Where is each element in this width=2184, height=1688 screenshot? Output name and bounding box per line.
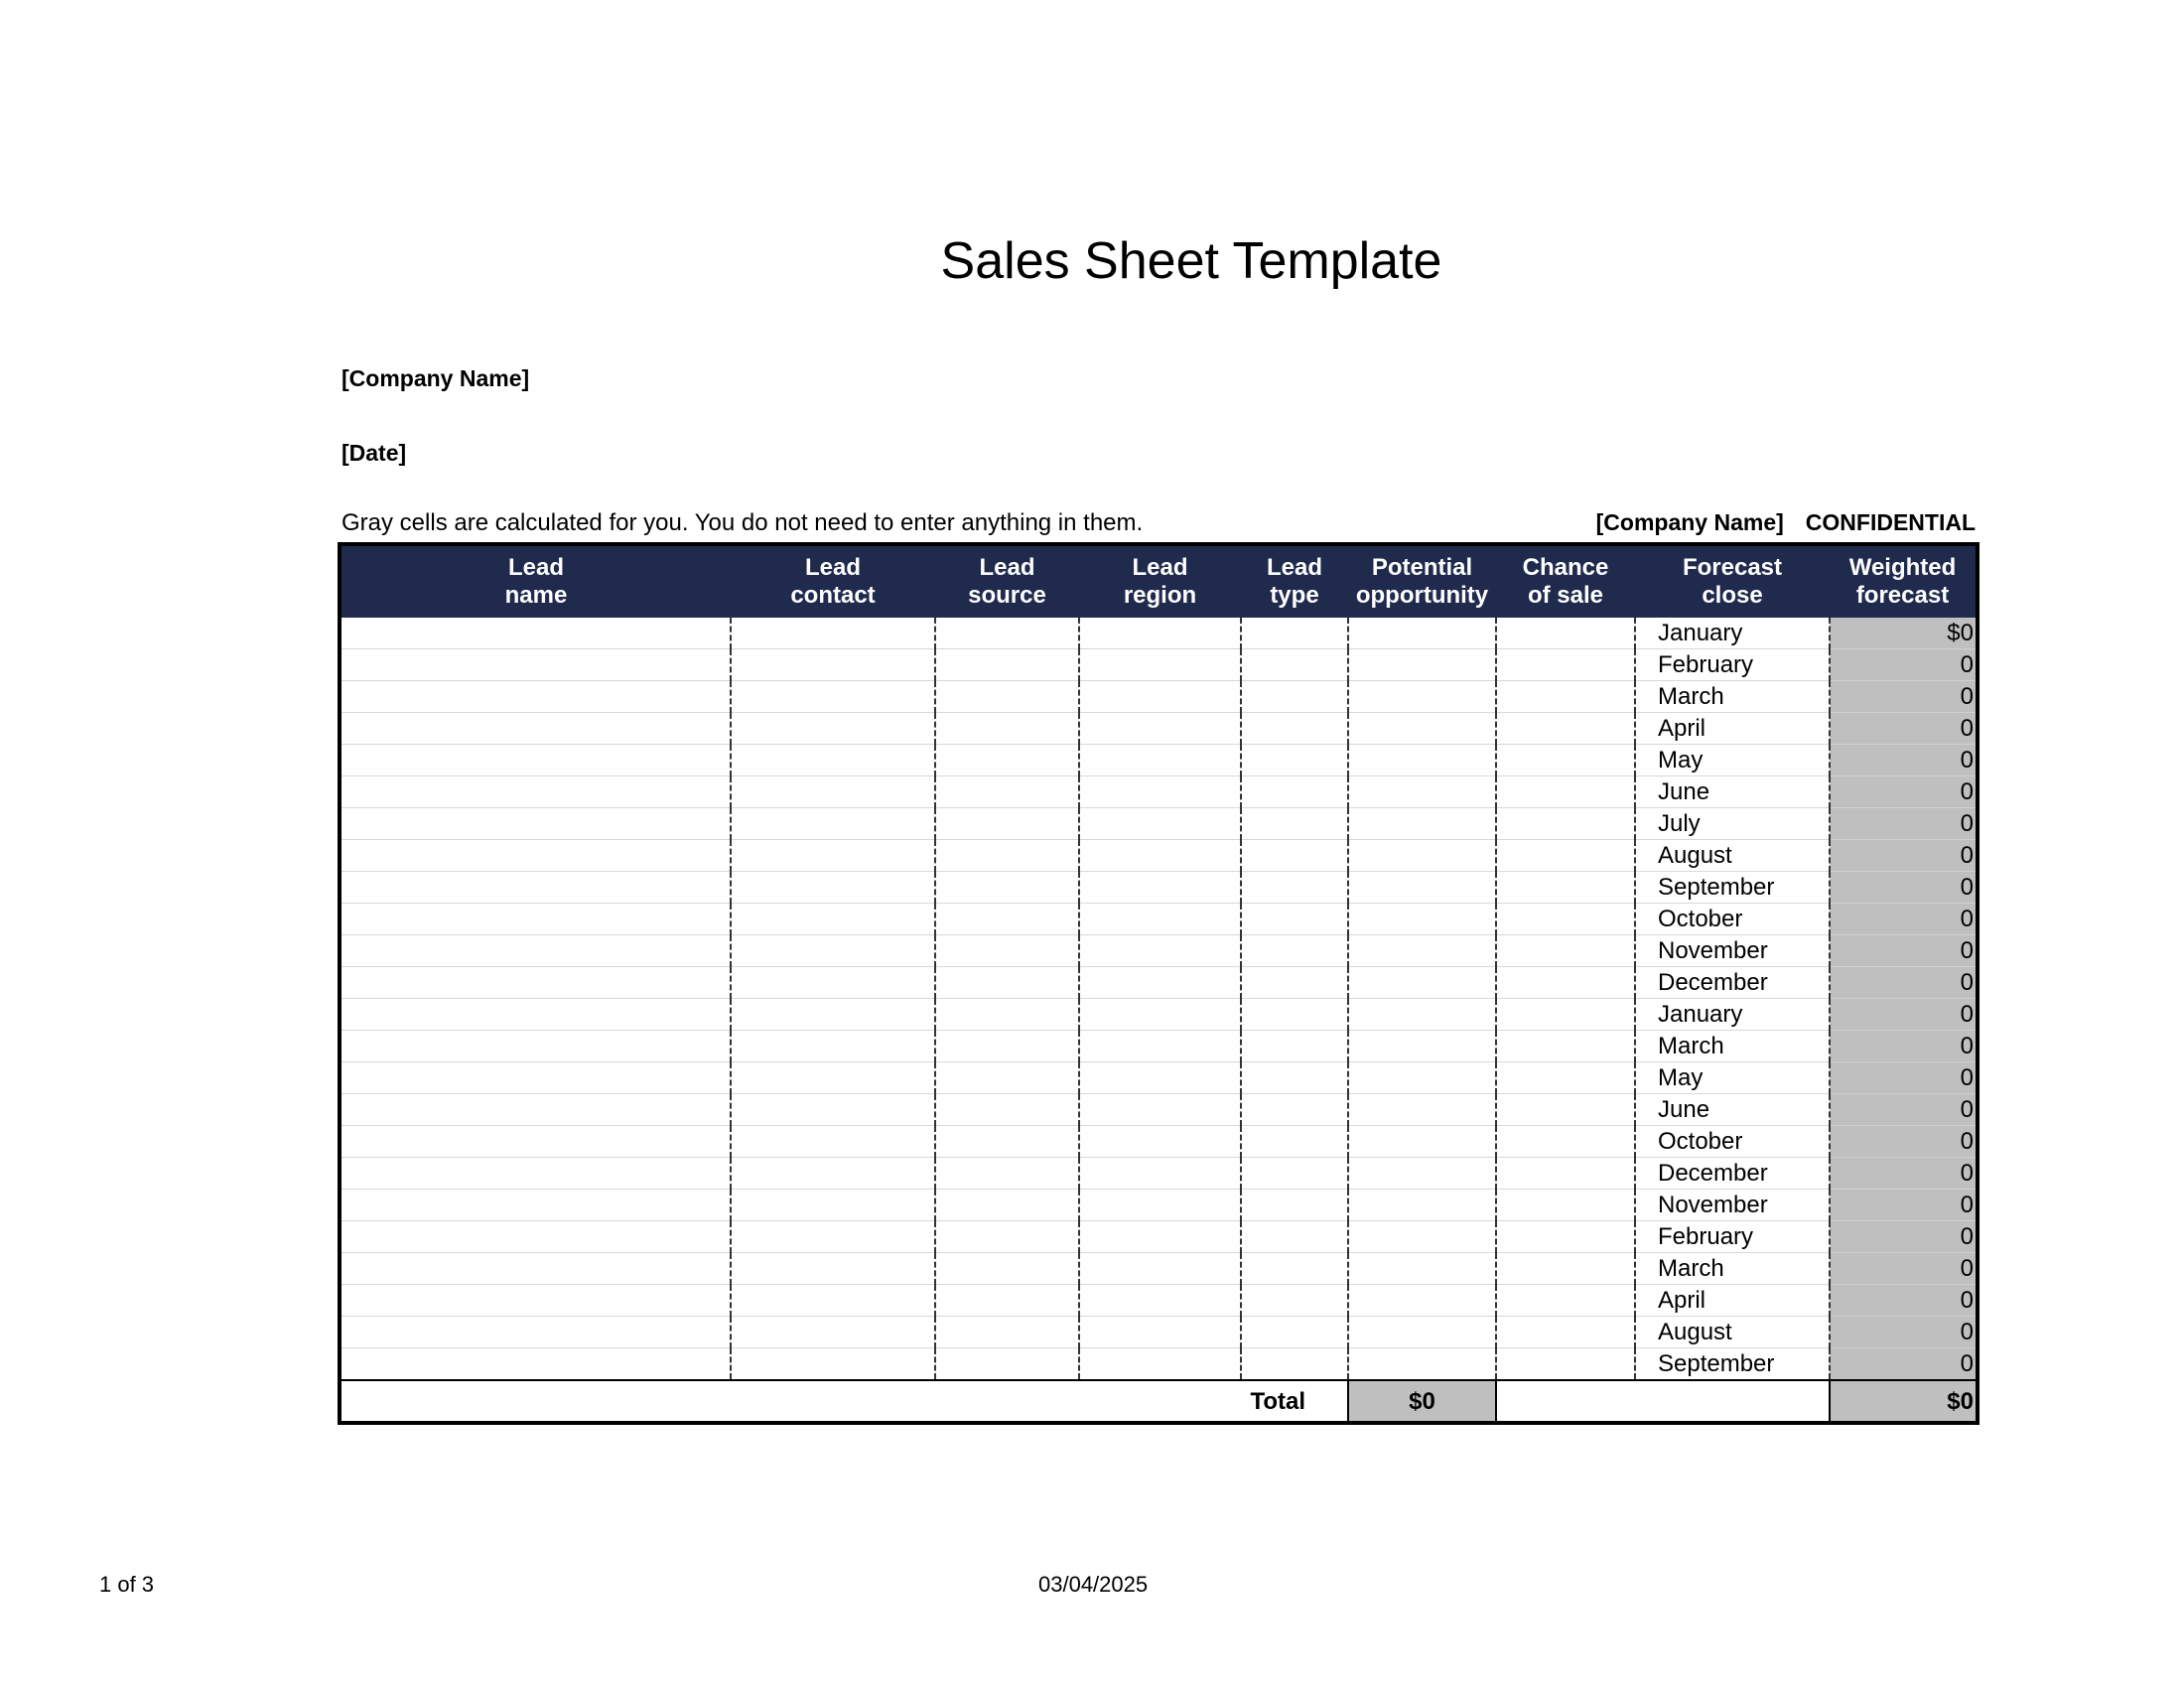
cell-lead-source[interactable]: [935, 999, 1079, 1031]
cell-lead-type[interactable]: [1241, 967, 1348, 999]
cell-potential-opportunity[interactable]: [1348, 967, 1496, 999]
table-row: [340, 1348, 1978, 1381]
cell-chance-of-sale[interactable]: [1496, 999, 1635, 1031]
header-line: region: [1123, 582, 1197, 609]
table-row: [340, 1094, 1978, 1126]
cell-forecast-close[interactable]: August: [1635, 840, 1830, 872]
cell-forecast-close[interactable]: April: [1635, 713, 1830, 745]
cell-lead-region[interactable]: [1079, 649, 1241, 681]
cell-forecast-close[interactable]: March: [1635, 1253, 1830, 1285]
header-forecast-close: [1635, 544, 1830, 618]
cell-chance-of-sale[interactable]: [1496, 808, 1635, 840]
cell-forecast-close[interactable]: December: [1635, 967, 1830, 999]
header-line: contact: [790, 582, 876, 609]
table-row: [340, 1031, 1978, 1062]
cell-potential-opportunity[interactable]: [1348, 649, 1496, 681]
cell-weighted-forecast: 0: [1830, 1317, 1978, 1348]
cell-lead-contact[interactable]: [731, 904, 935, 935]
cell-weighted-forecast: 0: [1830, 904, 1978, 935]
table-body: [340, 618, 1978, 1380]
header-line: Lead: [1266, 554, 1322, 581]
cell-lead-type[interactable]: [1241, 1253, 1348, 1285]
cell-weighted-forecast: 0: [1830, 967, 1978, 999]
cell-lead-contact[interactable]: [731, 681, 935, 713]
cell-lead-type[interactable]: [1241, 935, 1348, 967]
cell-lead-type[interactable]: [1241, 649, 1348, 681]
cell-lead-region[interactable]: [1079, 904, 1241, 935]
cell-lead-source[interactable]: [935, 649, 1079, 681]
cell-forecast-close[interactable]: November: [1635, 1190, 1830, 1221]
confidential-company: [Company Name]: [1595, 509, 1784, 535]
cell-forecast-close[interactable]: April: [1635, 1285, 1830, 1317]
cell-weighted-forecast: 0: [1830, 713, 1978, 745]
header-lead-type: [1241, 544, 1348, 618]
cell-chance-of-sale[interactable]: [1496, 967, 1635, 999]
cell-lead-region[interactable]: [1079, 745, 1241, 776]
cell-chance-of-sale[interactable]: [1496, 1031, 1635, 1062]
cell-lead-name[interactable]: [340, 713, 731, 745]
cell-lead-name[interactable]: [340, 1253, 731, 1285]
cell-forecast-close[interactable]: February: [1635, 649, 1830, 681]
table-row: [340, 1126, 1978, 1158]
cell-weighted-forecast: 0: [1830, 999, 1978, 1031]
instruction-note: Gray cells are calculated for you. You do not need to enter anything in them.: [341, 509, 1144, 536]
cell-lead-contact[interactable]: [731, 1094, 935, 1126]
cell-potential-opportunity[interactable]: [1348, 745, 1496, 776]
cell-lead-contact[interactable]: [731, 872, 935, 904]
cell-lead-name[interactable]: [340, 935, 731, 967]
page-number: 1 of 3: [99, 1572, 155, 1597]
cell-lead-contact[interactable]: [731, 1253, 935, 1285]
table-row: [340, 808, 1978, 840]
header-line: Weighted: [1848, 554, 1957, 581]
cell-potential-opportunity[interactable]: [1348, 1348, 1496, 1381]
table-row: [340, 967, 1978, 999]
cell-lead-name[interactable]: [340, 1221, 731, 1253]
header-chance-of-sale: [1496, 544, 1635, 618]
header-line: Lead: [979, 554, 1035, 581]
header-line: Chance: [1522, 554, 1609, 581]
cell-lead-type[interactable]: [1241, 745, 1348, 776]
table-row: [340, 745, 1978, 776]
cell-lead-source[interactable]: [935, 1348, 1079, 1381]
cell-potential-opportunity[interactable]: [1348, 1253, 1496, 1285]
cell-lead-name[interactable]: [340, 904, 731, 935]
cell-lead-name[interactable]: [340, 1094, 731, 1126]
cell-chance-of-sale[interactable]: [1496, 1253, 1635, 1285]
cell-lead-contact[interactable]: [731, 618, 935, 649]
cell-lead-name[interactable]: [340, 808, 731, 840]
cell-lead-region[interactable]: [1079, 1094, 1241, 1126]
cell-chance-of-sale[interactable]: [1496, 872, 1635, 904]
header-lead-name: [340, 544, 731, 618]
cell-lead-source[interactable]: [935, 745, 1079, 776]
cell-lead-name[interactable]: [340, 681, 731, 713]
cell-lead-region[interactable]: [1079, 1190, 1241, 1221]
cell-lead-name[interactable]: [340, 1348, 731, 1381]
header-line: Lead: [804, 554, 861, 581]
table-row: [340, 1158, 1978, 1190]
cell-weighted-forecast: $0: [1830, 618, 1978, 649]
cell-forecast-close[interactable]: June: [1635, 1094, 1830, 1126]
cell-lead-source[interactable]: [935, 808, 1079, 840]
cell-chance-of-sale[interactable]: [1496, 1221, 1635, 1253]
cell-potential-opportunity[interactable]: [1348, 1221, 1496, 1253]
cell-potential-opportunity[interactable]: [1348, 618, 1496, 649]
table-row: [340, 1190, 1978, 1221]
cell-potential-opportunity[interactable]: [1348, 1031, 1496, 1062]
cell-chance-of-sale[interactable]: [1496, 1158, 1635, 1190]
cell-lead-source[interactable]: [935, 1126, 1079, 1158]
cell-lead-source[interactable]: [935, 840, 1079, 872]
cell-forecast-close[interactable]: March: [1635, 1031, 1830, 1062]
cell-lead-contact[interactable]: [731, 935, 935, 967]
cell-lead-contact[interactable]: [731, 1062, 935, 1094]
cell-potential-opportunity[interactable]: [1348, 872, 1496, 904]
cell-lead-source[interactable]: [935, 1062, 1079, 1094]
cell-weighted-forecast: 0: [1830, 681, 1978, 713]
cell-lead-contact[interactable]: [731, 808, 935, 840]
cell-forecast-close[interactable]: October: [1635, 904, 1830, 935]
cell-lead-name[interactable]: [340, 1062, 731, 1094]
cell-lead-contact[interactable]: [731, 776, 935, 808]
cell-weighted-forecast: 0: [1830, 1126, 1978, 1158]
cell-lead-source[interactable]: [935, 1253, 1079, 1285]
cell-lead-region[interactable]: [1079, 1317, 1241, 1348]
cell-lead-region[interactable]: [1079, 1031, 1241, 1062]
cell-weighted-forecast: 0: [1830, 649, 1978, 681]
table-row: [340, 1285, 1978, 1317]
cell-chance-of-sale[interactable]: [1496, 618, 1635, 649]
cell-weighted-forecast: 0: [1830, 1285, 1978, 1317]
header-line: Lead: [1132, 554, 1188, 581]
cell-lead-name[interactable]: [340, 999, 731, 1031]
table-row: [340, 999, 1978, 1031]
confidential-header: [1596, 509, 1976, 536]
cell-lead-name[interactable]: [340, 1317, 731, 1348]
cell-lead-region[interactable]: [1079, 681, 1241, 713]
cell-lead-type[interactable]: [1241, 713, 1348, 745]
total-row: [340, 1380, 1978, 1423]
cell-lead-source[interactable]: [935, 776, 1079, 808]
cell-lead-name[interactable]: [340, 1285, 731, 1317]
total-potential-opportunity: $0: [1348, 1380, 1496, 1423]
cell-lead-source[interactable]: [935, 904, 1079, 935]
cell-lead-source[interactable]: [935, 1158, 1079, 1190]
cell-lead-contact[interactable]: [731, 1190, 935, 1221]
cell-lead-type[interactable]: [1241, 1190, 1348, 1221]
header-line: opportunity: [1355, 582, 1489, 609]
cell-lead-region[interactable]: [1079, 1062, 1241, 1094]
cell-chance-of-sale[interactable]: [1496, 1348, 1635, 1381]
cell-lead-name[interactable]: [340, 649, 731, 681]
header-line: Lead: [507, 554, 564, 581]
cell-forecast-close[interactable]: June: [1635, 776, 1830, 808]
cell-forecast-close[interactable]: September: [1635, 872, 1830, 904]
cell-lead-name[interactable]: [340, 872, 731, 904]
cell-lead-contact[interactable]: [731, 713, 935, 745]
cell-lead-name[interactable]: [340, 618, 731, 649]
table-row: [340, 776, 1978, 808]
total-label: Total: [340, 1380, 1348, 1423]
header-line: type: [1270, 582, 1319, 609]
cell-lead-contact[interactable]: [731, 1158, 935, 1190]
cell-lead-type[interactable]: [1241, 1317, 1348, 1348]
cell-potential-opportunity[interactable]: [1348, 1126, 1496, 1158]
cell-potential-opportunity[interactable]: [1348, 1317, 1496, 1348]
cell-chance-of-sale[interactable]: [1496, 1317, 1635, 1348]
cell-lead-type[interactable]: [1241, 1348, 1348, 1381]
header-line: Potential: [1371, 554, 1473, 581]
cell-lead-name[interactable]: [340, 745, 731, 776]
cell-chance-of-sale[interactable]: [1496, 745, 1635, 776]
header-line: of sale: [1527, 582, 1604, 609]
cell-lead-region[interactable]: [1079, 1126, 1241, 1158]
cell-lead-region[interactable]: [1079, 618, 1241, 649]
cell-lead-name[interactable]: [340, 840, 731, 872]
table-row: [340, 935, 1978, 967]
cell-lead-region[interactable]: [1079, 808, 1241, 840]
cell-lead-region[interactable]: [1079, 967, 1241, 999]
cell-forecast-close[interactable]: December: [1635, 1158, 1830, 1190]
table-row: [340, 1253, 1978, 1285]
cell-lead-type[interactable]: [1241, 904, 1348, 935]
header-weighted-forecast: [1830, 544, 1978, 618]
cell-lead-region[interactable]: [1079, 1285, 1241, 1317]
header-line: name: [504, 582, 568, 609]
cell-potential-opportunity[interactable]: [1348, 681, 1496, 713]
cell-lead-name[interactable]: [340, 1190, 731, 1221]
cell-chance-of-sale[interactable]: [1496, 681, 1635, 713]
cell-lead-type[interactable]: [1241, 1285, 1348, 1317]
table-row: [340, 1221, 1978, 1253]
cell-lead-source[interactable]: [935, 1094, 1079, 1126]
cell-lead-region[interactable]: [1079, 1158, 1241, 1190]
cell-lead-type[interactable]: [1241, 776, 1348, 808]
cell-forecast-close[interactable]: October: [1635, 1126, 1830, 1158]
cell-lead-type[interactable]: [1241, 872, 1348, 904]
cell-chance-of-sale[interactable]: [1496, 935, 1635, 967]
cell-forecast-close[interactable]: January: [1635, 999, 1830, 1031]
cell-lead-contact[interactable]: [731, 649, 935, 681]
cell-lead-type[interactable]: [1241, 1031, 1348, 1062]
cell-forecast-close[interactable]: May: [1635, 745, 1830, 776]
cell-lead-type[interactable]: [1241, 840, 1348, 872]
cell-weighted-forecast: 0: [1830, 1031, 1978, 1062]
cell-lead-contact[interactable]: [731, 999, 935, 1031]
cell-lead-type[interactable]: [1241, 999, 1348, 1031]
cell-lead-type[interactable]: [1241, 1094, 1348, 1126]
cell-weighted-forecast: 0: [1830, 1253, 1978, 1285]
header-lead-contact: [731, 544, 935, 618]
cell-potential-opportunity[interactable]: [1348, 713, 1496, 745]
cell-lead-type[interactable]: [1241, 1221, 1348, 1253]
cell-potential-opportunity[interactable]: [1348, 1158, 1496, 1190]
cell-forecast-close[interactable]: August: [1635, 1317, 1830, 1348]
cell-lead-name[interactable]: [340, 1126, 731, 1158]
cell-lead-type[interactable]: [1241, 1126, 1348, 1158]
cell-potential-opportunity[interactable]: [1348, 935, 1496, 967]
cell-lead-source[interactable]: [935, 713, 1079, 745]
cell-weighted-forecast: 0: [1830, 1348, 1978, 1381]
cell-weighted-forecast: 0: [1830, 776, 1978, 808]
cell-chance-of-sale[interactable]: [1496, 1190, 1635, 1221]
cell-lead-region[interactable]: [1079, 999, 1241, 1031]
cell-potential-opportunity[interactable]: [1348, 840, 1496, 872]
cell-lead-source[interactable]: [935, 1031, 1079, 1062]
cell-lead-region[interactable]: [1079, 1348, 1241, 1381]
cell-chance-of-sale[interactable]: [1496, 1126, 1635, 1158]
cell-forecast-close[interactable]: March: [1635, 681, 1830, 713]
cell-chance-of-sale[interactable]: [1496, 904, 1635, 935]
cell-weighted-forecast: 0: [1830, 1062, 1978, 1094]
cell-weighted-forecast: 0: [1830, 840, 1978, 872]
cell-lead-contact[interactable]: [731, 1126, 935, 1158]
cell-lead-source[interactable]: [935, 872, 1079, 904]
cell-lead-name[interactable]: [340, 1158, 731, 1190]
header-line: forecast: [1855, 582, 1950, 609]
cell-lead-type[interactable]: [1241, 681, 1348, 713]
cell-potential-opportunity[interactable]: [1348, 1094, 1496, 1126]
cell-lead-region[interactable]: [1079, 840, 1241, 872]
table-row: [340, 649, 1978, 681]
cell-forecast-close[interactable]: February: [1635, 1221, 1830, 1253]
cell-potential-opportunity[interactable]: [1348, 808, 1496, 840]
table-row: [340, 904, 1978, 935]
cell-lead-region[interactable]: [1079, 776, 1241, 808]
cell-lead-contact[interactable]: [731, 1031, 935, 1062]
date-field[interactable]: [Date]: [341, 440, 407, 466]
cell-chance-of-sale[interactable]: [1496, 1062, 1635, 1094]
company-name[interactable]: [Company Name]: [341, 365, 530, 391]
cell-lead-source[interactable]: [935, 1221, 1079, 1253]
cell-lead-source[interactable]: [935, 1285, 1079, 1317]
cell-weighted-forecast: 0: [1830, 935, 1978, 967]
cell-lead-contact[interactable]: [731, 967, 935, 999]
cell-forecast-close[interactable]: September: [1635, 1348, 1830, 1381]
cell-lead-type[interactable]: [1241, 618, 1348, 649]
cell-chance-of-sale[interactable]: [1496, 1094, 1635, 1126]
cell-lead-region[interactable]: [1079, 872, 1241, 904]
cell-lead-source[interactable]: [935, 681, 1079, 713]
cell-weighted-forecast: 0: [1830, 808, 1978, 840]
cell-weighted-forecast: 0: [1830, 1094, 1978, 1126]
cell-lead-type[interactable]: [1241, 1062, 1348, 1094]
cell-lead-type[interactable]: [1241, 808, 1348, 840]
cell-chance-of-sale[interactable]: [1496, 776, 1635, 808]
cell-lead-region[interactable]: [1079, 1221, 1241, 1253]
cell-chance-of-sale[interactable]: [1496, 1285, 1635, 1317]
cell-lead-contact[interactable]: [731, 1285, 935, 1317]
total-weighted-forecast: $0: [1830, 1380, 1978, 1423]
cell-potential-opportunity[interactable]: [1348, 999, 1496, 1031]
header-line: close: [1702, 582, 1763, 609]
cell-lead-name[interactable]: [340, 1031, 731, 1062]
cell-lead-region[interactable]: [1079, 935, 1241, 967]
cell-potential-opportunity[interactable]: [1348, 776, 1496, 808]
cell-lead-contact[interactable]: [731, 1348, 935, 1381]
cell-lead-name[interactable]: [340, 967, 731, 999]
cell-lead-source[interactable]: [935, 618, 1079, 649]
header-line: source: [968, 582, 1046, 609]
cell-weighted-forecast: 0: [1830, 745, 1978, 776]
cell-lead-contact[interactable]: [731, 1317, 935, 1348]
cell-lead-contact[interactable]: [731, 745, 935, 776]
cell-lead-source[interactable]: [935, 1317, 1079, 1348]
cell-lead-region[interactable]: [1079, 1253, 1241, 1285]
header-lead-source: [935, 544, 1079, 618]
header-lead-region: [1079, 544, 1241, 618]
table-row: [340, 1062, 1978, 1094]
cell-forecast-close[interactable]: November: [1635, 935, 1830, 967]
cell-weighted-forecast: 0: [1830, 1190, 1978, 1221]
cell-potential-opportunity[interactable]: [1348, 1190, 1496, 1221]
header-potential-opportunity: [1348, 544, 1496, 618]
table-row: [340, 618, 1978, 649]
cell-lead-source[interactable]: [935, 1190, 1079, 1221]
total-blank: [1496, 1380, 1830, 1423]
cell-lead-contact[interactable]: [731, 1221, 935, 1253]
cell-forecast-close[interactable]: July: [1635, 808, 1830, 840]
cell-chance-of-sale[interactable]: [1496, 649, 1635, 681]
footer-date: 03/04/2025: [1038, 1572, 1149, 1597]
cell-weighted-forecast: 0: [1830, 1158, 1978, 1190]
cell-chance-of-sale[interactable]: [1496, 713, 1635, 745]
table-row: [340, 840, 1978, 872]
page-title: Sales Sheet Template: [940, 232, 1442, 290]
cell-chance-of-sale[interactable]: [1496, 840, 1635, 872]
cell-lead-contact[interactable]: [731, 840, 935, 872]
cell-potential-opportunity[interactable]: [1348, 1062, 1496, 1094]
table-row: [340, 681, 1978, 713]
cell-lead-type[interactable]: [1241, 1158, 1348, 1190]
table-header-row: [340, 544, 1978, 618]
cell-lead-name[interactable]: [340, 776, 731, 808]
cell-weighted-forecast: 0: [1830, 872, 1978, 904]
table-row: [340, 872, 1978, 904]
cell-forecast-close[interactable]: May: [1635, 1062, 1830, 1094]
header-line: Forecast: [1682, 554, 1783, 581]
cell-potential-opportunity[interactable]: [1348, 1285, 1496, 1317]
cell-lead-source[interactable]: [935, 935, 1079, 967]
table-row: [340, 1317, 1978, 1348]
table-row: [340, 713, 1978, 745]
sales-table: [338, 542, 1979, 1425]
confidential-label: CONFIDENTIAL: [1805, 509, 1976, 535]
cell-forecast-close[interactable]: January: [1635, 618, 1830, 649]
cell-lead-region[interactable]: [1079, 713, 1241, 745]
cell-weighted-forecast: 0: [1830, 1221, 1978, 1253]
cell-potential-opportunity[interactable]: [1348, 904, 1496, 935]
cell-lead-source[interactable]: [935, 967, 1079, 999]
